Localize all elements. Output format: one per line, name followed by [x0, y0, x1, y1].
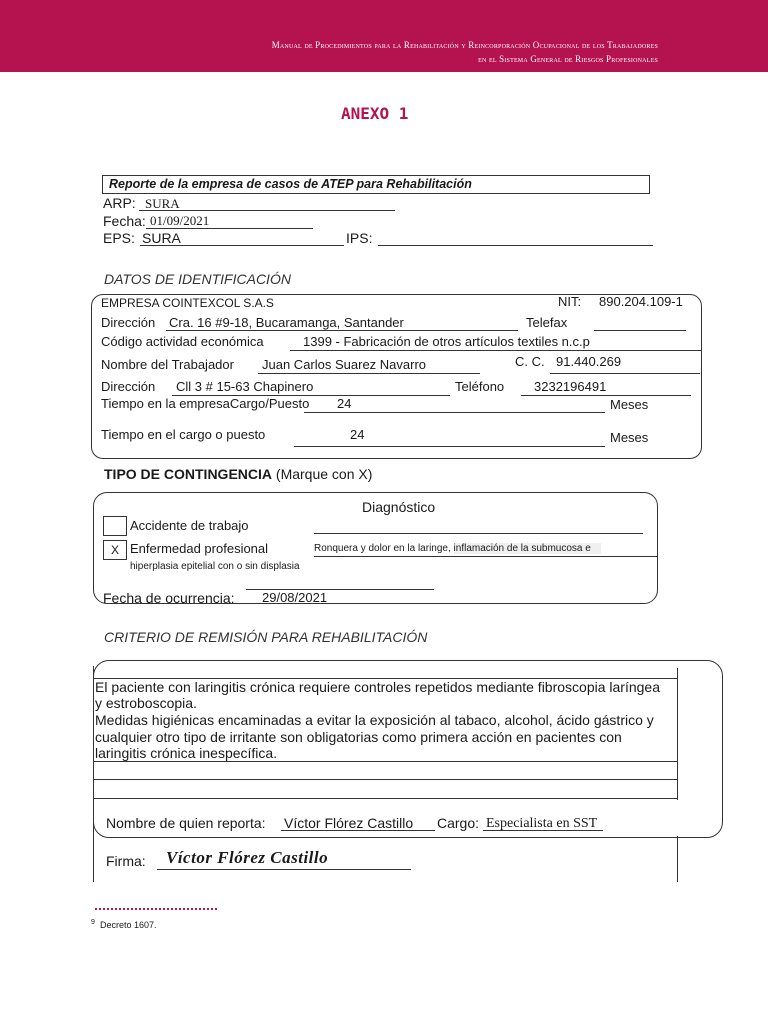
fecha-label: Fecha:: [103, 213, 146, 229]
criterio-rule-2: [93, 761, 677, 762]
telefax-line: [594, 330, 686, 331]
criterio-heading: CRITERIO DE REMISIÓN PARA REHABILITACIÓN: [104, 629, 428, 645]
criterio-para2-line3: laringitis crónica inespecífica.: [95, 745, 278, 761]
reporta-line: [281, 830, 435, 831]
codigo-label: Código actividad económica: [101, 334, 264, 349]
diagnostico-text-1: [314, 543, 601, 554]
header-band: [0, 0, 768, 72]
ips-line: [378, 245, 653, 246]
diagnostico-part-1: Ronquera y dolor en la laringe,: [314, 543, 454, 554]
report-title-box: [102, 175, 650, 194]
cargo-line: [483, 830, 603, 831]
telefono-value: 3232196491: [534, 379, 607, 394]
cc-line: [550, 373, 700, 374]
firma-signature: Víctor Flórez Castillo: [166, 848, 329, 867]
accidente-checkbox[interactable]: [103, 516, 127, 536]
direccion2-value: Cll 3 # 15-63 Chapinero: [176, 379, 314, 394]
eps-line: [140, 245, 344, 246]
eps-value: SURA: [142, 230, 181, 246]
diagnostico-line-2: [314, 556, 657, 557]
direccion-line: [166, 330, 518, 331]
diagnostico-part-2: inflamación de la submucosa e: [454, 543, 601, 554]
arp-label: ARP:: [103, 195, 136, 211]
firma-line: [157, 869, 411, 870]
meses-1: Meses: [610, 397, 649, 412]
contingencia-heading-bold: TIPO DE CONTINGENCIA: [104, 466, 273, 482]
diagnostico-line: [314, 533, 643, 534]
identificacion-heading: DATOS DE IDENTIFICACIÓN: [104, 271, 291, 287]
footnote-marker: 9: [91, 919, 95, 926]
trabajador-value: Juan Carlos Suarez Navarro: [262, 357, 427, 372]
tiempo-empresa-line: [304, 412, 605, 413]
arp-value: SURA: [145, 196, 180, 211]
nit-label: NIT:: [558, 294, 582, 309]
cc-label: C. C.: [515, 354, 545, 369]
tiempo-cargo-line: [294, 446, 605, 447]
cargo-value: Especialista en SST: [486, 816, 598, 831]
accidente-label: Accidente de trabajo: [130, 518, 249, 533]
direccion-label: Dirección: [101, 315, 156, 330]
fecha-ocurrencia-value: 29/08/2021: [262, 590, 328, 605]
criterio-rule-3: [93, 779, 677, 780]
arp-line: [139, 210, 395, 211]
firma-right-rule: [677, 836, 678, 882]
nit-value: 890.204.109-1: [599, 294, 683, 309]
criterio-para1-line1: El paciente con laringitis crónica requiere controles repetidos mediante fibroscopia laríngea: [95, 679, 660, 695]
tiempo-cargo-label: Tiempo en el cargo o puesto: [101, 427, 266, 442]
tiempo-empresa-value: 24: [337, 396, 352, 411]
criterio-right-rule: [677, 668, 678, 800]
trabajador-line: [258, 373, 480, 374]
reporta-label: Nombre de quien reporta:: [106, 815, 266, 831]
firma-label: Firma:: [106, 853, 146, 869]
empresa-name: EMPRESA COINTEXCOL S.A.S: [101, 296, 274, 310]
contingencia-heading-rest: (Marque con X): [275, 466, 373, 482]
codigo-value: 1399 - Fabricación de otros artículos textiles n.c.p: [303, 334, 590, 349]
header-line-1: Manual de Procedimientos para la Rehabilitación y Reincorporación Ocupacional de los Trabajadores: [271, 40, 658, 50]
contingencia-heading: [104, 466, 372, 482]
criterio-rule-4: [93, 798, 677, 799]
report-title: Reporte de la empresa de casos de ATEP para Rehabilitación: [109, 177, 472, 191]
criterio-para1-line2: y estroboscopia.: [95, 695, 197, 711]
reporta-value: Víctor Flórez Castillo: [284, 815, 414, 831]
trabajador-label: Nombre del Trabajador: [101, 357, 234, 372]
footnote-text: Decreto 1607.: [100, 920, 157, 930]
cc-value: 91.440.269: [556, 354, 622, 369]
direccion-value: Cra. 16 #9-18, Bucaramanga, Santander: [169, 315, 404, 330]
criterio-left-rule: [93, 666, 94, 882]
tiempo-empresa-label: Tiempo en la empresaCargo/Puesto: [101, 396, 310, 411]
fecha-line: [146, 228, 313, 229]
page-title: ANEXO 1: [341, 104, 409, 123]
direccion2-label: Dirección: [101, 379, 156, 394]
cargo-label: Cargo:: [437, 815, 480, 831]
diagnostico-label: Diagnóstico: [362, 499, 436, 515]
header-line-2: en el Sistema General de Riesgos Profesionales: [478, 54, 658, 64]
codigo-line: [290, 350, 702, 351]
tiempo-cargo-value: 24: [350, 427, 365, 442]
enfermedad-label: Enfermedad profesional: [130, 541, 269, 556]
eps-label: EPS:: [103, 230, 135, 246]
diagnostico-part-3: hiperplasia epitelial con o sin displasia: [130, 561, 300, 572]
criterio-para2-line1: Medidas higiénicas encaminadas a evitar la exposición al tabaco, alcohol, ácido gástrico y: [95, 712, 654, 728]
fecha-value: 01/09/2021: [150, 213, 210, 228]
ips-label: IPS:: [346, 230, 373, 246]
enfermedad-checkbox[interactable]: X: [103, 540, 127, 560]
telefono-line: [521, 395, 691, 396]
footnote-separator: [95, 908, 217, 910]
fecha-ocurrencia-label: Fecha de ocurrencia:: [103, 590, 235, 606]
criterio-para2-line2: cualquier otro tipo de irritante son obligatorias como primera acción en pacientes con: [95, 729, 622, 745]
telefax-label: Telefax: [526, 315, 568, 330]
telefono-label: Teléfono: [455, 379, 505, 394]
meses-2: Meses: [610, 430, 649, 445]
